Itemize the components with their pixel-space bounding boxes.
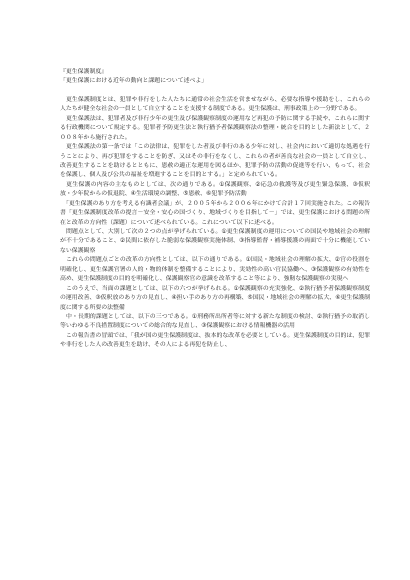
paragraph-long-term-issues: 中・長期的課題としては、以下の三つである。①刑務所出所者等に対する新たな制度の検討、②執行猶予の取消し等いわゆる不良措置制度についての総合的な見直し、③保護観察における情報機器の活用 — [60, 313, 370, 330]
spacer — [60, 87, 370, 96]
paragraph-contents: 更生保護の内容の主なものとしては、次の通りである。①保護観察、②応急の救護等及び更生緊急保護、③仮釈放・少年院からの仮退院、④生活環境の調整、⑤恩赦、⑥犯罪予防活動 — [60, 181, 370, 198]
document-subtitle: 「更生保護における近年の動向と課題について述べよ」 — [60, 78, 208, 85]
paragraph-expert-panel: 「更生保護のあり方を考える有識者会議」が、２００５年から２００６年にかけて合計１７回実施された。この報告書「更生保護制度改革の提言－安全・安心の国づくり、地域づくりを目指して－」では、更生保護における問題の所在と改革の方向性（課題）について述べられている。これについて以下に述べる。 — [60, 200, 370, 226]
document-title: 『更生保護制度』 — [60, 69, 108, 75]
paragraph-report-intro: この報告書の冒頭では、「我が国の更生保護制度は、抜本的な改革を必要としている。更生保護制度の目的は、犯罪や非行をした人の改善更生を助け、その人による再犯を防止し、 — [60, 332, 370, 349]
paragraph-immediate-issues: このうえで、当面の課題としては、以下の六つが挙げられる。①保護観察の充実強化、②執行猶予者保護観察制度の運用改善、③仮釈放のあり方の見直し、④担い手のあり方の再構築、⑤国民・地域社会の理解の拡大、⑥更生保護制度に関する所要の法整備 — [60, 285, 370, 311]
paragraph-reform-direction: これらの問題点ごとの改革の方向性としては、以下の通りである。①国民・地域社会の理解の拡大、②官の役割を明確化し、更生保護官署の人的・物的体制を整備することにより、実効性の高い官民協働へ、③保護観察の有効性を高め、更生保護制度の目的を明確化し、保護観察官の意識を改革すること等により、強靭な保護観察の実現へ — [60, 257, 370, 283]
paragraph-definition: 更生保護制度とは、犯罪や非行をした人たちに通常の社会生活を営ませながら、必要な指導や援助をし、これらの人たちが健全な社会の一員として自立することを支援する制度である。更生保護は、刑事政策上の一分野である。 — [60, 96, 370, 113]
paragraph-law-overview: 更生保護法は、犯罪者及び非行少年の更生及び保護観察制度の運用など再犯の予防に関する手続や、これらに関する行政機関について規定する。犯罪者予防更生法と執行猶予者保護観察法の整理・統合を目的とした新法として、２００８年から施行された。 — [60, 115, 370, 141]
paragraph-problems: 問題点として、大別して次の２つの点が挙げられている。①更生保護制度の運用についての国民や地域社会の理解が不十分であること、②民間に依存した脆弱な保護観察実施体制、③指導監督・補導援護の両面で十分に機能していない保護観察 — [60, 229, 370, 254]
paragraph-article-one: 更生保護法の第一条では「この法律は、犯罪をした者及び非行のある少年に対し、社会内において適切な処遇を行うことにより、再び犯罪をすることを防ぎ、又はその非行をなくし、これらの者が善良な社会の一員として自立し、改善更生することを助けるとともに、恩赦の適正な運用を図るほか、犯罪予防の活動の促進等を行い、もって、社会を保護し、個人及び公共の福祉を増進することを目的とする。」と定められている。 — [60, 144, 370, 179]
